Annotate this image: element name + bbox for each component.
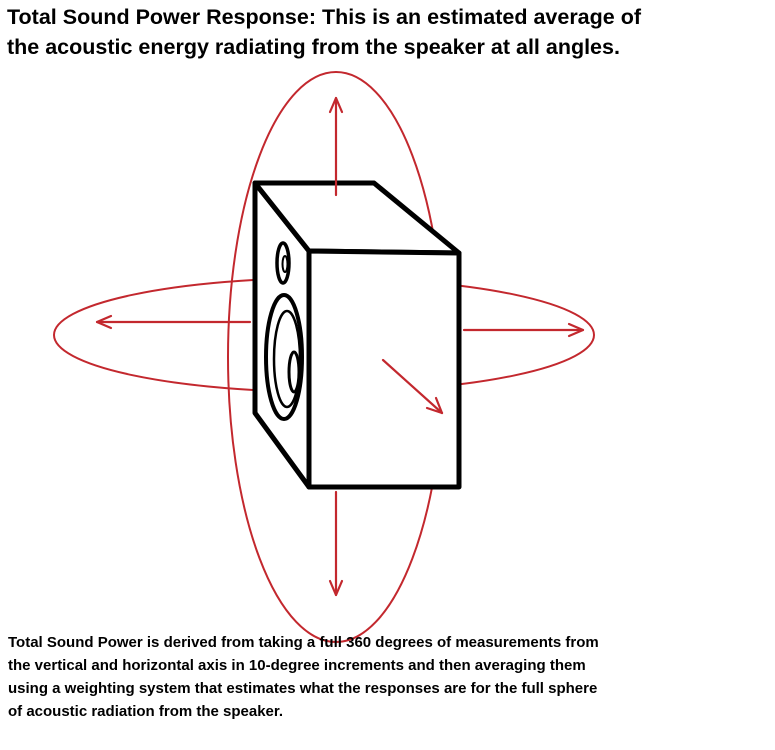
arrow-down-icon [330,492,342,595]
arrow-up-icon [330,98,342,195]
diagram-caption: Total Sound Power is derived from taking a full 360 degrees of measurements from the vertical and horizontal axis in 10-degree increments and then averaging them using a weighting system that estimates what the responses are for the full sphere of acoustic radiation from the speaker. [8,634,599,720]
diagram-heading: Total Sound Power Response: This is an estimated average of the acoustic energy radiating from the speaker at all angles. [7,5,641,59]
speaker-front-face [309,251,459,487]
speaker-cabinet-icon [255,183,459,487]
arrow-left-icon [97,316,250,328]
arrow-right-icon [464,324,583,336]
